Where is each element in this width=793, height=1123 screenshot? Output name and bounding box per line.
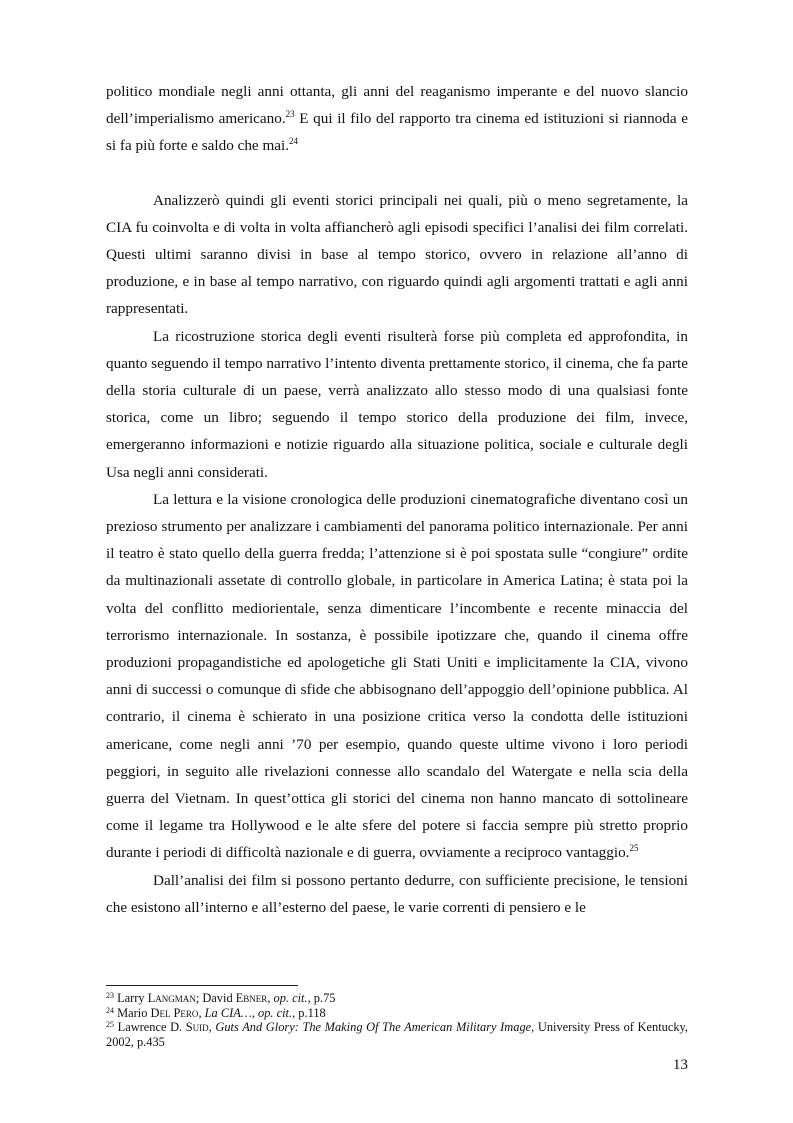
paragraph-3 (106, 486, 688, 867)
footnote-text: Mario (117, 1005, 151, 1020)
footnotes (106, 991, 688, 1049)
footnote-text: , (251, 1005, 259, 1020)
footnote-author: Suid (185, 1020, 209, 1034)
page-number: 13 (672, 1056, 688, 1073)
footnote-author: Ebner (235, 991, 268, 1005)
paragraph-0 (106, 78, 688, 160)
footnote-ref: 25 (629, 843, 639, 854)
footnote-title: Guts And Glory: The Making Of The American Military Image (215, 1020, 532, 1034)
footnote-ref: 24 (289, 136, 299, 147)
paragraph-4: Dall’analisi dei film si possono pertanto dedurre, con sufficiente precisione, le tensioni che esistono all’interno e all’esterno del paese, le varie correnti di pensiero e le (106, 871, 688, 916)
footnote-author: Langman (147, 991, 196, 1005)
footnote-number: 24 (106, 1005, 114, 1015)
footnote-title: op. cit. (258, 1005, 293, 1020)
footnote-text: ; David (195, 991, 236, 1005)
footnote-separator (106, 985, 298, 986)
paragraph-text: E qui il filo del rapporto tra cinema ed istituzioni si riannoda e si fa più forte e saldo che mai. (106, 110, 688, 155)
footnote-text: , (198, 1005, 205, 1020)
footnote-text: , (208, 1020, 216, 1034)
footnote-23 (106, 991, 688, 1006)
footnote-text: , University Press of Kentucky, 2002, p.435 (106, 1020, 689, 1049)
footnote-title: op. cit., (273, 991, 311, 1005)
paragraph-1: Analizzerò quindi gli eventi storici principali nei quali, più o meno segretamente, la CIA fu coinvolta e di volta in volta affiancherò agli episodi specifici l’analisi dei film correlati. Questi ultimi saranno divisi in base al tempo storico, ovvero in relazione all’anno di produzione, e in base al tempo narrativo, con riguardo quindi agli argomenti trattati e agli anni rappresentati. (106, 191, 688, 318)
paragraph-text: politico mondiale negli anni ottanta, gli anni del reaganismo imperante e del nuovo slancio dell’imperialismo americano. (106, 83, 688, 128)
footnote-text: Larry (117, 991, 148, 1005)
footnote-author: Del Pero (150, 1005, 199, 1020)
paragraph-2: La ricostruzione storica degli eventi risulterà forse più completa ed approfondita, in quanto seguendo il tempo narrativo l’intento diventa prettamente storico, il cinema, che fa parte della storia culturale di un paese, verrà analizzato allo stesso modo di una qualsiasi fonte storica, come un libro; seguendo il tempo storico della produzione dei film, invece, emergeranno informazioni e notizie riguardo alla situazione politica, sociale e culturale degli Usa negli anni considerati. (106, 327, 688, 481)
page-body (106, 78, 688, 921)
footnote-text: Lawrence D. (117, 1020, 186, 1034)
footnote-24 (106, 1006, 688, 1021)
footnote-text: p.75 (310, 991, 336, 1005)
footnote-ref: 23 (285, 109, 295, 120)
footnote-number: 23 (106, 991, 114, 1000)
footnote-text: , (267, 991, 274, 1005)
footnote-title: La CIA… (204, 1005, 252, 1020)
footnote-25 (106, 1020, 688, 1049)
footnote-text: , p.118 (292, 1005, 326, 1020)
paragraph-text: La lettura e la visione cronologica delle produzioni cinematografiche diventano così un prezioso strumento per analizzare i cambiamenti del panorama politico internazionale. Per anni il teatro è stato quello della guerra fredda; l’attenzione si è poi spostata sulle “congiure” ordite da multinazionali assetate di controllo globale, in particolare in America Latina; è stata poi la volta del conflitto mediorientale, senza dimenticare l’incombente e recente minaccia del terrorismo internazionale. In sostanza, è possibile ipotizzare che, quando il cinema offre produzioni propagandistiche ed apologetiche gli Stati Uniti e implicitamente la CIA, vivono anni di successi o comunque di sfide che abbisognano dell’appoggio dell’opinione pubblica. Al contrario, il cinema è schierato in una posizione critica verso la condotta delle istituzioni americane, come negli anni ’70 per esempio, quando queste ultime vivono i loro periodi peggiori, in seguito alle rivelazioni connesse allo scandalo del Watergate e nella scia della guerra del Vietnam. In quest’ottica gli storici del cinema non hanno mancato di sottolineare come il legame tra Hollywood e le alte sfere del potere si faccia sempre più stretto proprio durante i periodi di difficoltà nazionale e di guerra, ovviamente a reciproco vantaggio. (106, 490, 688, 862)
footnote-number: 25 (106, 1020, 114, 1029)
